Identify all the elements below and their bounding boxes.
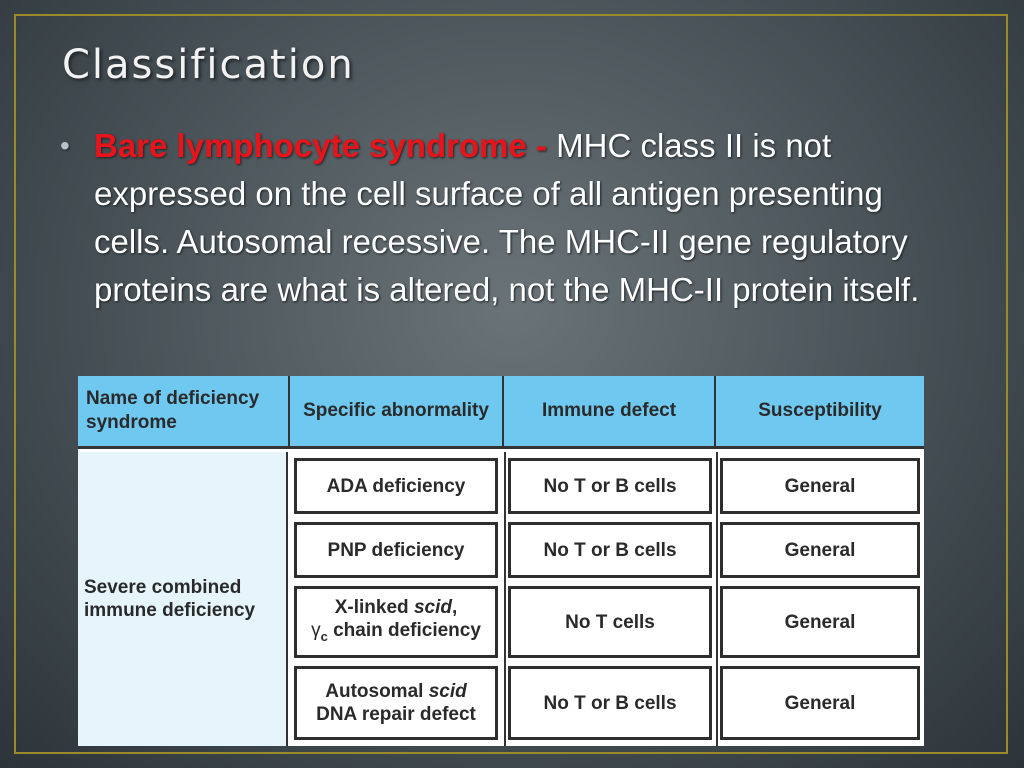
table-cell-abnormality: ADA deficiency xyxy=(294,458,498,514)
gamma-symbol: γ xyxy=(311,620,321,642)
table-cell-defect: No T or B cells xyxy=(508,522,712,578)
bullet-term: Bare lymphocyte syndrome - xyxy=(94,127,547,164)
abnormality-text: , xyxy=(451,597,458,619)
table-cell-susceptibility: General xyxy=(720,666,920,740)
bullet-paragraph xyxy=(60,122,940,314)
abnormality-text: Autosomal xyxy=(325,681,429,702)
abnormality-italic: scid xyxy=(428,681,467,702)
deficiency-table xyxy=(78,376,924,746)
abnormality-line-1 xyxy=(335,596,458,619)
header-name: Name of deficiency syndrome xyxy=(78,376,290,446)
table-cell-defect: No T or B cells xyxy=(508,666,712,740)
bullet-dot: • xyxy=(60,130,70,161)
slide-title: Classification xyxy=(62,42,355,88)
syndrome-name: Severe combined immune deficiency xyxy=(84,577,256,621)
table-cell-susceptibility: General xyxy=(720,586,920,658)
abnormality-line-2 xyxy=(311,619,481,648)
table-cell-defect: No T cells xyxy=(508,586,712,658)
bullet-body: MHC class II is not expressed on the cell surface of all antigen presenting cells. Autosomal recessive. The MHC-II gene regulatory proteins are what is altered, not the MHC-II protein itself. xyxy=(94,127,920,308)
abnormality-text: chain deficiency xyxy=(327,620,481,642)
abnormality-line-1 xyxy=(325,680,466,703)
table-header xyxy=(78,376,924,449)
table-cell-defect: No T or B cells xyxy=(508,458,712,514)
table-cell-susceptibility: General xyxy=(720,458,920,514)
header-defect: Immune defect xyxy=(504,376,716,446)
abnormality-text: X-linked xyxy=(334,597,414,619)
column-divider xyxy=(504,452,506,746)
abnormality-line-2: DNA repair defect xyxy=(316,704,476,725)
column-divider xyxy=(716,452,718,746)
syndrome-cell xyxy=(78,452,288,746)
table-cell-abnormality xyxy=(294,586,498,658)
subscript-c: c xyxy=(320,628,328,644)
bullet-text xyxy=(94,122,940,314)
header-abnormality: Specific abnormality xyxy=(290,376,504,446)
table-cell-abnormality xyxy=(294,666,498,740)
abnormality-italic: scid xyxy=(413,597,452,619)
table-cell-abnormality: PNP deficiency xyxy=(294,522,498,578)
table-cell-susceptibility: General xyxy=(720,522,920,578)
header-susceptibility: Susceptibility xyxy=(758,400,882,421)
